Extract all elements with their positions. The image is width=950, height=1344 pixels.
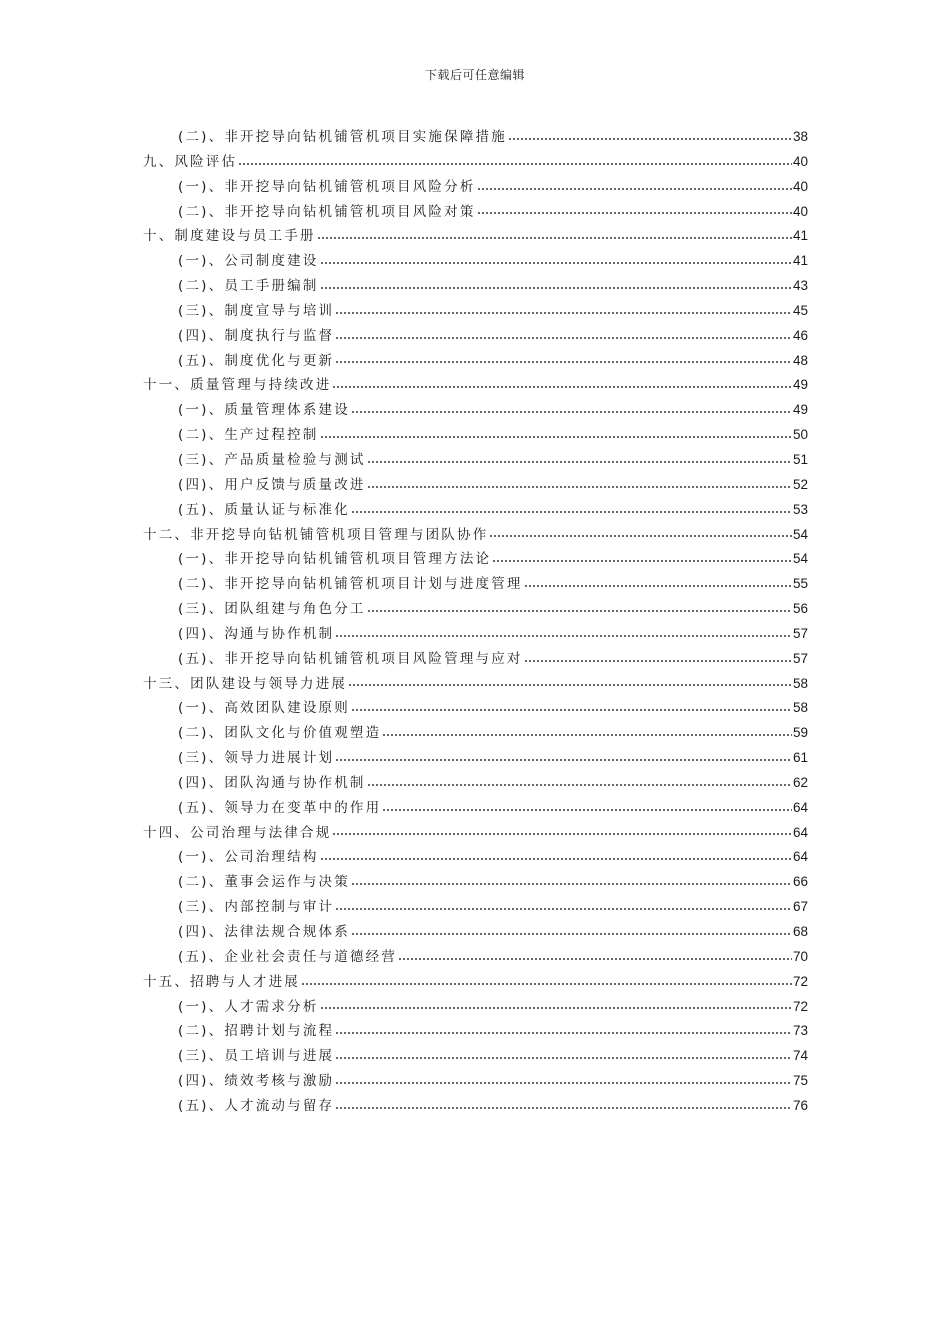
- toc-dot-leader: [367, 486, 792, 488]
- toc-dot-leader: [335, 635, 792, 637]
- toc-section-entry[interactable]: [143, 175, 808, 200]
- toc-chapter-entry[interactable]: [143, 224, 808, 249]
- toc-section-entry[interactable]: [143, 448, 808, 473]
- toc-entry-page-number: 57: [792, 625, 808, 641]
- toc-dot-leader: [524, 585, 792, 587]
- toc-entry-page-number: 53: [792, 501, 808, 517]
- toc-dot-leader: [320, 287, 792, 289]
- toc-entry-page-number: 64: [792, 849, 808, 865]
- toc-entry-title: (二)、董事会运作与决策: [178, 874, 350, 891]
- toc-section-entry[interactable]: [143, 1019, 808, 1044]
- toc-entry-page-number: 54: [792, 551, 808, 567]
- toc-dot-leader: [335, 759, 792, 761]
- toc-entry-title: (三)、员工培训与进展: [178, 1048, 335, 1065]
- toc-dot-leader: [382, 809, 792, 811]
- toc-section-entry[interactable]: [143, 572, 808, 597]
- toc-entry-page-number: 41: [792, 253, 808, 269]
- toc-entry-title: (三)、领导力进展计划: [178, 750, 335, 767]
- toc-section-entry[interactable]: [143, 870, 808, 895]
- toc-entry-page-number: 66: [792, 874, 808, 890]
- table-of-contents: [143, 125, 808, 1119]
- toc-entry-title: 十、制度建设与员工手册: [143, 228, 316, 245]
- toc-section-entry[interactable]: [143, 324, 808, 349]
- toc-entry-title: (一)、人才需求分析: [178, 998, 319, 1015]
- toc-entry-title: (三)、制度宣导与培训: [178, 302, 335, 319]
- toc-entry-title: (三)、团队组建与角色分工: [178, 601, 366, 618]
- toc-dot-leader: [351, 411, 792, 413]
- toc-entry-title: (五)、企业社会责任与道德经营: [178, 948, 398, 965]
- toc-dot-leader: [398, 958, 792, 960]
- toc-entry-page-number: 61: [792, 750, 808, 766]
- toc-entry-title: 十五、招聘与人才进展: [143, 973, 300, 990]
- toc-dot-leader: [335, 1032, 792, 1034]
- toc-entry-title: (五)、制度优化与更新: [178, 352, 335, 369]
- toc-section-entry[interactable]: [143, 498, 808, 523]
- toc-entry-title: (二)、团队文化与价值观塑造: [178, 725, 382, 742]
- toc-entry-title: (四)、沟通与协作机制: [178, 625, 335, 642]
- toc-section-entry[interactable]: [143, 920, 808, 945]
- toc-entry-page-number: 67: [792, 899, 808, 915]
- toc-dot-leader: [351, 709, 792, 711]
- toc-section-entry[interactable]: [143, 349, 808, 374]
- toc-section-entry[interactable]: [143, 423, 808, 448]
- toc-entry-title: (一)、非开挖导向钻机铺管机项目管理方法论: [178, 551, 492, 568]
- toc-chapter-entry[interactable]: [143, 672, 808, 697]
- toc-dot-leader: [320, 262, 792, 264]
- toc-entry-title: (五)、人才流动与留存: [178, 1097, 335, 1114]
- toc-entry-page-number: 68: [792, 924, 808, 939]
- toc-entry-page-number: 72: [792, 998, 808, 1014]
- toc-dot-leader: [477, 188, 792, 190]
- toc-section-entry[interactable]: [143, 547, 808, 572]
- toc-entry-page-number: 40: [792, 178, 808, 194]
- toc-entry-page-number: 45: [792, 302, 808, 318]
- toc-dot-leader: [335, 1107, 792, 1109]
- toc-entry-page-number: 48: [792, 352, 808, 368]
- toc-entry-page-number: 58: [792, 675, 808, 691]
- toc-entry-title: (一)、非开挖导向钻机铺管机项目风险分析: [178, 178, 476, 195]
- toc-entry-page-number: 62: [792, 774, 808, 790]
- toc-entry-page-number: 43: [792, 278, 808, 294]
- toc-entry-title: 十一、质量管理与持续改进: [143, 377, 332, 394]
- toc-entry-page-number: 72: [792, 973, 808, 989]
- toc-entry-page-number: 40: [792, 203, 808, 219]
- toc-dot-leader: [489, 535, 792, 537]
- toc-dot-leader: [301, 983, 792, 985]
- toc-section-entry[interactable]: [143, 473, 808, 498]
- toc-entry-title: (一)、质量管理体系建设: [178, 402, 350, 419]
- toc-entry-page-number: 54: [792, 526, 808, 542]
- toc-chapter-entry[interactable]: [143, 373, 808, 398]
- toc-entry-page-number: 57: [792, 650, 808, 666]
- toc-entry-title: (二)、员工手册编制: [178, 278, 319, 295]
- toc-dot-leader: [335, 908, 792, 910]
- toc-section-entry[interactable]: [143, 721, 808, 746]
- toc-dot-leader: [351, 933, 792, 935]
- toc-dot-leader: [367, 461, 792, 463]
- toc-entry-title: (五)、质量认证与标准化: [178, 501, 350, 518]
- toc-section-entry[interactable]: [143, 125, 808, 150]
- toc-entry-title: (二)、非开挖导向钻机铺管机项目风险对策: [178, 203, 476, 220]
- toc-section-entry[interactable]: [143, 845, 808, 870]
- toc-entry-title: (三)、产品质量检验与测试: [178, 451, 366, 468]
- toc-entry-title: 十四、公司治理与法律合规: [143, 824, 332, 841]
- toc-section-entry[interactable]: [143, 995, 808, 1020]
- toc-entry-title: (五)、领导力在变革中的作用: [178, 799, 382, 816]
- toc-entry-page-number: 49: [792, 377, 808, 393]
- toc-dot-leader: [332, 386, 792, 388]
- toc-entry-title: (四)、制度执行与监督: [178, 327, 335, 344]
- toc-section-entry[interactable]: [143, 1069, 808, 1094]
- toc-dot-leader: [320, 858, 792, 860]
- page-header: 下载后可任意编辑: [424, 68, 525, 82]
- toc-entry-page-number: 41: [792, 228, 808, 244]
- toc-entry-page-number: 38: [792, 129, 808, 144]
- toc-section-entry[interactable]: [143, 796, 808, 821]
- toc-section-entry[interactable]: [143, 597, 808, 622]
- toc-section-entry[interactable]: [143, 647, 808, 672]
- toc-section-entry[interactable]: [143, 895, 808, 920]
- toc-chapter-entry[interactable]: [143, 523, 808, 548]
- toc-entry-title: (三)、内部控制与审计: [178, 899, 335, 916]
- toc-entry-page-number: 58: [792, 700, 808, 716]
- toc-entry-title: 十三、团队建设与领导力进展: [143, 675, 348, 692]
- toc-entry-page-number: 49: [792, 402, 808, 418]
- toc-entry-title: (二)、非开挖导向钻机铺管机项目实施保障措施: [178, 129, 507, 145]
- toc-dot-leader: [382, 734, 792, 736]
- toc-dot-leader: [317, 237, 792, 239]
- toc-entry-page-number: 74: [792, 1048, 808, 1064]
- toc-dot-leader: [367, 610, 792, 612]
- toc-entry-page-number: 76: [792, 1097, 808, 1113]
- toc-section-entry[interactable]: [143, 746, 808, 771]
- toc-section-entry[interactable]: [143, 696, 808, 721]
- toc-dot-leader: [320, 1007, 792, 1009]
- toc-dot-leader: [508, 138, 792, 140]
- toc-dot-leader: [335, 361, 792, 363]
- toc-section-entry[interactable]: [143, 622, 808, 647]
- toc-chapter-entry[interactable]: [143, 970, 808, 995]
- toc-entry-page-number: 55: [792, 576, 808, 592]
- toc-dot-leader: [335, 337, 792, 339]
- toc-section-entry[interactable]: [143, 1094, 808, 1119]
- toc-section-entry[interactable]: [143, 1044, 808, 1069]
- toc-dot-leader: [238, 163, 792, 165]
- toc-entry-title: (四)、团队沟通与协作机制: [178, 774, 366, 791]
- toc-entry-title: (四)、法律法规合规体系: [178, 924, 350, 940]
- toc-dot-leader: [335, 1057, 792, 1059]
- toc-entry-title: (一)、高效团队建设原则: [178, 700, 350, 717]
- toc-entry-title: (二)、生产过程控制: [178, 427, 319, 444]
- toc-entry-title: (二)、非开挖导向钻机铺管机项目计划与进度管理: [178, 576, 523, 593]
- toc-entry-title: (四)、用户反馈与质量改进: [178, 476, 366, 493]
- toc-chapter-entry[interactable]: [143, 821, 808, 846]
- toc-dot-leader: [492, 560, 792, 562]
- toc-dot-leader: [332, 833, 792, 835]
- toc-entry-title: (二)、招聘计划与流程: [178, 1023, 335, 1040]
- toc-entry-title: (五)、非开挖导向钻机铺管机项目风险管理与应对: [178, 650, 523, 667]
- toc-section-entry[interactable]: [143, 299, 808, 324]
- toc-entry-page-number: 40: [792, 153, 808, 169]
- toc-entry-page-number: 50: [792, 427, 808, 443]
- toc-section-entry[interactable]: [143, 249, 808, 274]
- toc-dot-leader: [335, 1082, 792, 1084]
- toc-entry-page-number: 64: [792, 824, 808, 840]
- toc-dot-leader: [348, 684, 792, 686]
- toc-dot-leader: [335, 312, 792, 314]
- toc-section-entry[interactable]: [143, 771, 808, 796]
- toc-entry-page-number: 56: [792, 601, 808, 617]
- toc-dot-leader: [320, 436, 792, 438]
- toc-dot-leader: [367, 784, 792, 786]
- toc-entry-title: 九、风险评估: [143, 153, 238, 170]
- toc-entry-title: (一)、公司治理结构: [178, 849, 319, 866]
- toc-section-entry[interactable]: [143, 274, 808, 299]
- toc-section-entry[interactable]: [143, 398, 808, 423]
- toc-dot-leader: [477, 212, 792, 214]
- toc-entry-page-number: 64: [792, 799, 808, 815]
- toc-entry-page-number: 70: [792, 948, 808, 964]
- toc-entry-page-number: 59: [792, 725, 808, 741]
- toc-entry-page-number: 51: [792, 451, 808, 467]
- toc-entry-page-number: 75: [792, 1073, 808, 1089]
- toc-section-entry[interactable]: [143, 200, 808, 225]
- toc-entry-page-number: 52: [792, 476, 808, 492]
- toc-entry-title: 十二、非开挖导向钻机铺管机项目管理与团队协作: [143, 526, 489, 543]
- toc-dot-leader: [351, 883, 792, 885]
- toc-entry-page-number: 73: [792, 1023, 808, 1039]
- toc-dot-leader: [351, 511, 792, 513]
- toc-dot-leader: [524, 660, 792, 662]
- toc-chapter-entry[interactable]: [143, 150, 808, 175]
- toc-entry-page-number: 46: [792, 327, 808, 343]
- toc-entry-title: (四)、绩效考核与激励: [178, 1073, 335, 1090]
- toc-section-entry[interactable]: [143, 945, 808, 970]
- toc-entry-title: (一)、公司制度建设: [178, 253, 319, 270]
